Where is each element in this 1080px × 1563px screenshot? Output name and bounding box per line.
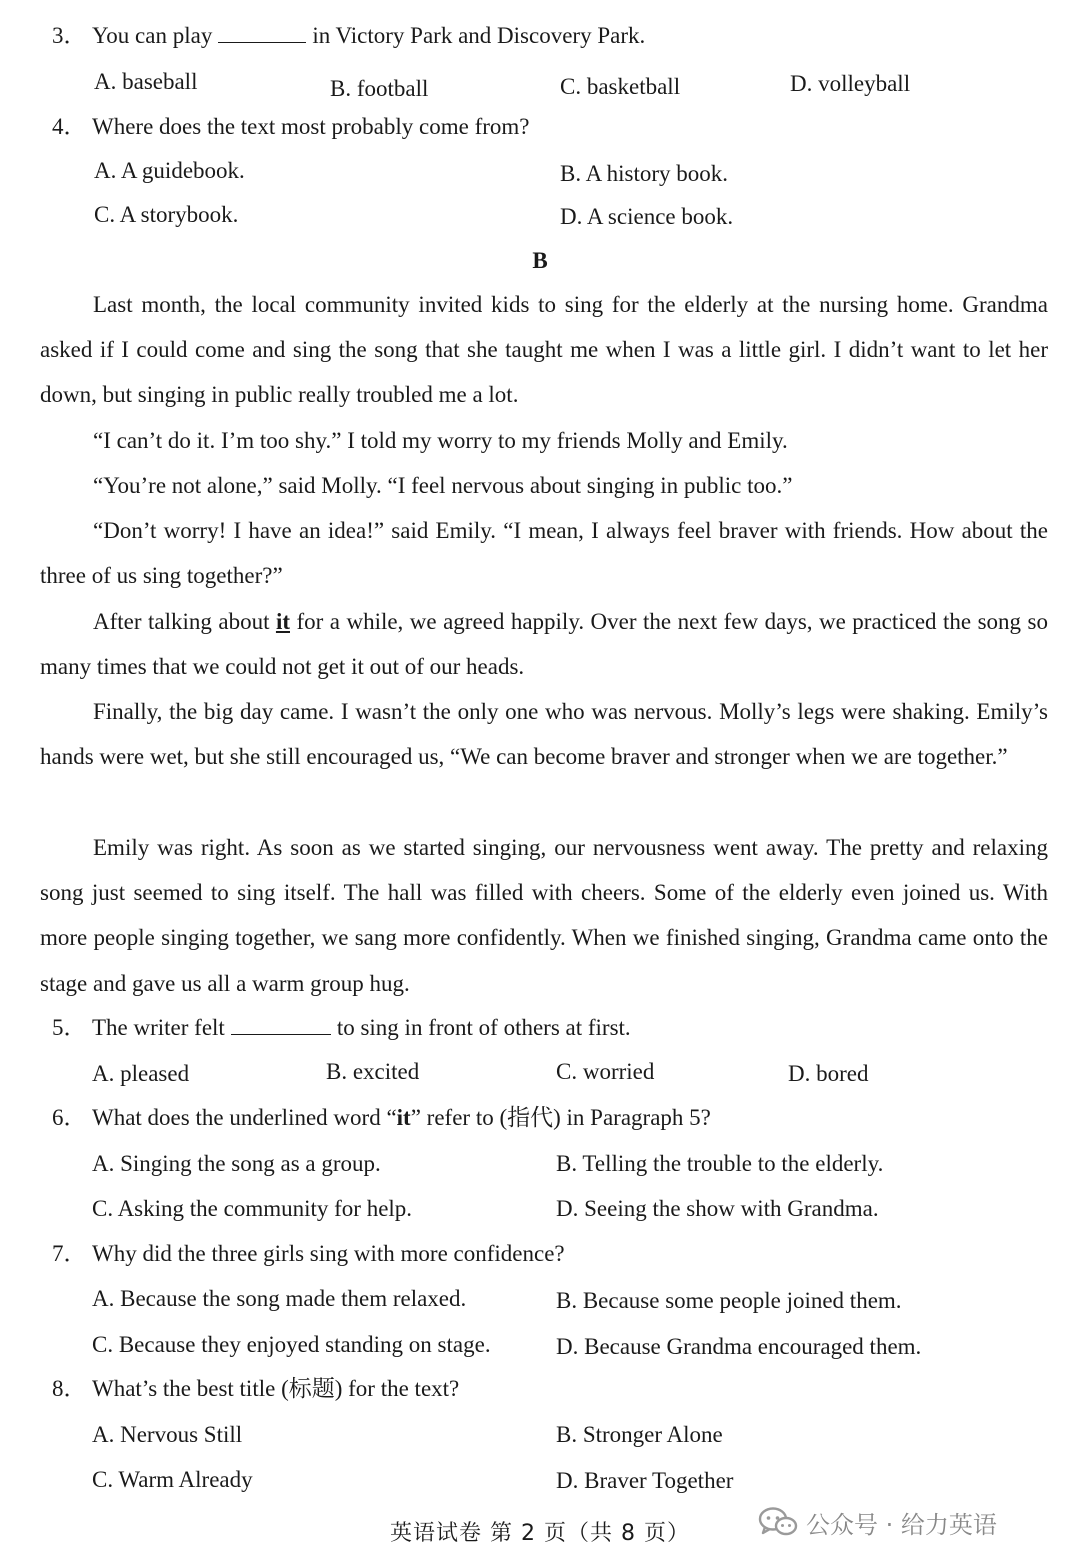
- option-a: A. Because the song made them relaxed.: [92, 1286, 467, 1311]
- question-text: What’s the best title (标题) for the text?: [92, 1376, 460, 1401]
- option-a: A. Singing the song as a group.: [92, 1151, 381, 1176]
- option-a: A. pleased: [92, 1061, 190, 1086]
- option-d: D. bored: [788, 1061, 869, 1086]
- option-d: D. volleyball: [790, 71, 911, 96]
- option-d: D. A science book.: [560, 204, 734, 229]
- watermark: [758, 1502, 997, 1542]
- question-5: [52, 1014, 631, 1042]
- option-c: C. A storybook.: [94, 202, 239, 227]
- question-number: 5．: [52, 1015, 87, 1040]
- question-text: ” refer to (指代) in Paragraph 5?: [410, 1105, 711, 1130]
- option-d: D. Seeing the show with Grandma.: [556, 1196, 879, 1221]
- answer-blank: [231, 1014, 331, 1035]
- question-number: 4．: [52, 114, 87, 139]
- question-6: [52, 1104, 711, 1132]
- quoted-word: it: [396, 1105, 411, 1130]
- passage-paragraph-2: “I can’t do it. I’m too shy.” I told my worry to my friends Molly and Emily.: [93, 428, 788, 453]
- question-number: 7．: [52, 1241, 87, 1266]
- paragraph-text: After talking about: [93, 609, 276, 634]
- page-footer: 英语试卷 第 2 页（共 8 页）: [390, 1521, 690, 1546]
- question-text: to sing in front of others at first.: [336, 1015, 631, 1040]
- question-3: [52, 22, 645, 50]
- question-text: Where does the text most probably come from?: [92, 114, 530, 139]
- option-b: B. Stronger Alone: [556, 1422, 723, 1447]
- option-c: C. worried: [556, 1059, 655, 1084]
- question-number: 3．: [52, 23, 87, 48]
- passage-paragraph-7: Emily was right. As soon as we started singing, our nervousness went away. The pretty and relaxing song just seemed to sing itself. The hall was filled with cheers. Some of the elderly even joined us. With more people singing together, we sang more confidently. When we finished singing, Grandma came onto the stage and gave us all a warm group hug.: [40, 835, 1048, 996]
- option-c: C. Because they enjoyed standing on stage.: [92, 1332, 491, 1357]
- question-number: 6．: [52, 1105, 87, 1130]
- wechat-icon: [758, 1506, 798, 1538]
- option-b: B. football: [330, 76, 429, 101]
- question-8: [52, 1375, 459, 1403]
- paragraph-text: for a while, we agreed happily. Over the next few days, we practiced the song so many times that we could not get it out of our heads.: [40, 609, 1048, 680]
- question-7: [52, 1240, 565, 1268]
- option-d: D. Because Grandma encouraged them.: [556, 1334, 922, 1359]
- passage-paragraph-6: Finally, the big day came. I wasn’t the only one who was nervous. Molly’s legs were shaking. Emily’s hands were wet, but she still encouraged us, “We can become braver and stronger when we are together.”: [40, 699, 1048, 770]
- passage-paragraph-1: Last month, the local community invited kids to sing for the elderly at the nursing home. Grandma asked if I could come and sing the song that she taught me when I was a little girl. I didn’t want to let her down, but singing in public really troubled me a lot.: [40, 292, 1048, 408]
- question-text: The writer felt: [92, 1015, 225, 1040]
- passage-paragraph-3: “You’re not alone,” said Molly. “I feel nervous about singing in public too.”: [93, 473, 793, 498]
- underlined-word: it: [275, 609, 290, 634]
- answer-blank: [218, 22, 306, 43]
- option-a: A. baseball: [94, 69, 198, 94]
- option-b: B. Telling the trouble to the elderly.: [556, 1151, 884, 1176]
- option-b: B. excited: [326, 1059, 420, 1084]
- question-text: Why did the three girls sing with more confidence?: [92, 1241, 565, 1266]
- passage-paragraph-5: [40, 599, 1048, 689]
- question-text: You can play: [92, 23, 213, 48]
- option-c: C. Asking the community for help.: [92, 1196, 413, 1221]
- passage-paragraph-4: “Don’t worry! I have an idea!” said Emily. “I mean, I always feel braver with friends. How about the three of us sing together?”: [40, 518, 1048, 589]
- section-heading: B: [532, 248, 548, 273]
- option-c: C. Warm Already: [92, 1467, 253, 1492]
- question-number: 8．: [52, 1376, 87, 1401]
- watermark-text: 公众号 · 给力英语: [806, 1510, 997, 1539]
- option-c: C. basketball: [560, 74, 681, 99]
- question-4: [52, 113, 530, 141]
- option-b: B. Because some people joined them.: [556, 1288, 902, 1313]
- option-a: A. A guidebook.: [94, 158, 245, 183]
- option-b: B. A history book.: [560, 161, 729, 186]
- option-d: D. Braver Together: [556, 1468, 734, 1493]
- option-a: A. Nervous Still: [92, 1422, 243, 1447]
- question-text: What does the underlined word “: [92, 1105, 397, 1130]
- question-text: in Victory Park and Discovery Park.: [312, 23, 646, 48]
